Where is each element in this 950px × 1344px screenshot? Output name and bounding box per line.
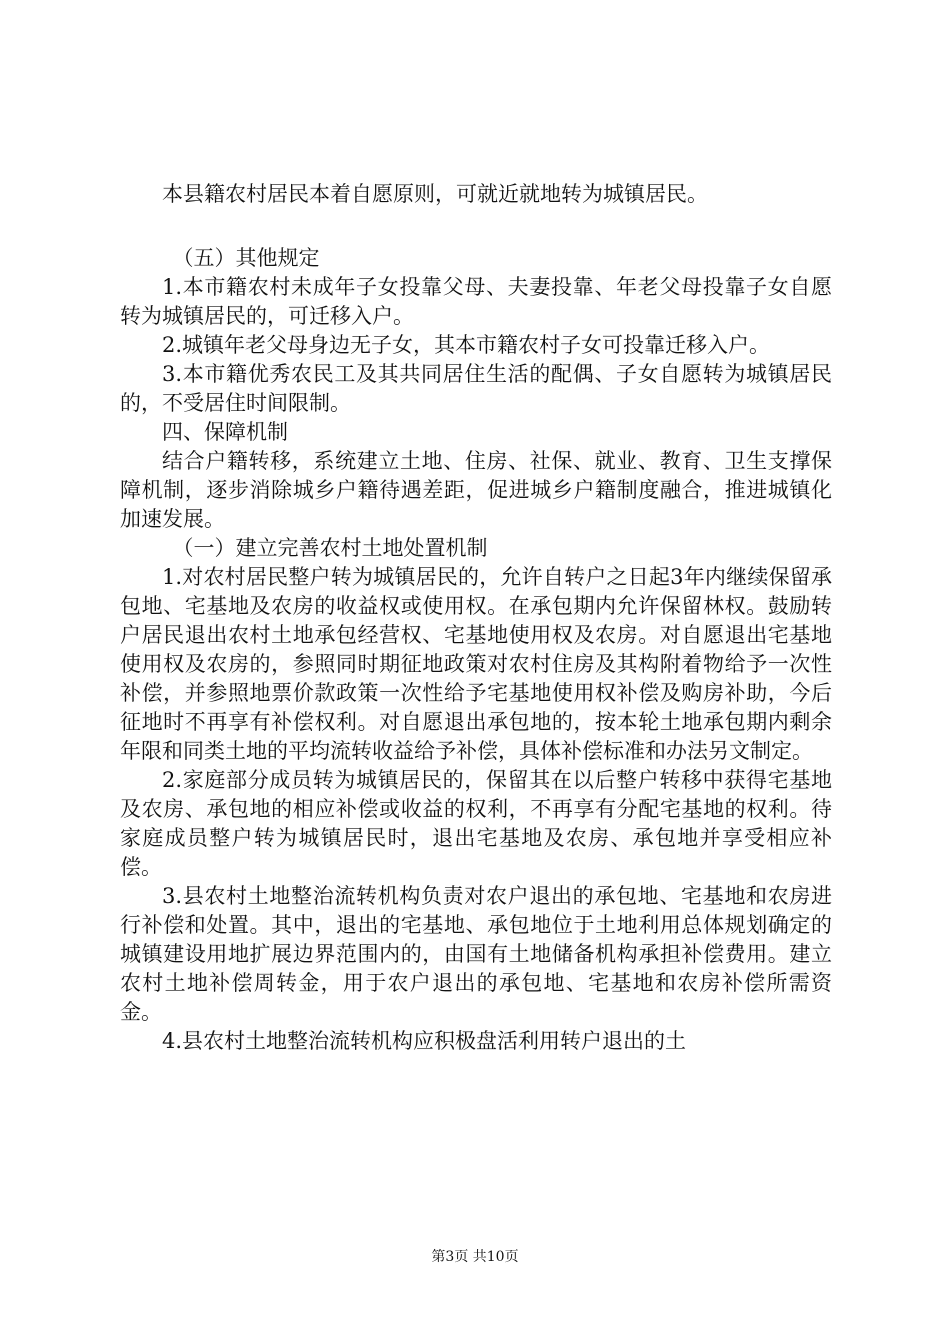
paragraph-item-2: 2.城镇年老父母身边无子女，其本市籍农村子女可投靠迁移入户。	[162, 333, 771, 357]
paragraph-intro: 本县籍农村居民本着自愿原则，可就近就地转为城镇居民。	[162, 182, 708, 206]
paragraph-land-item-3: 3.县农村土地整治流转机构负责对农户退出的承包地、宅基地和农房进行补偿和处置。其中，退出的宅基地、承包地位于土地利用总体规划确定的城镇建设用地扩展边界范围内的，由国有土地储备机构承担补偿费用。建立农村土地补偿周转金，用于农户退出的承包地、宅基地和农房补偿所需资金。	[120, 884, 832, 1024]
paragraph-item-3: 3.本市籍优秀农民工及其共同居住生活的配偶、子女自愿转为城镇居民的，不受居住时间限制。	[120, 362, 832, 415]
paragraph-land-item-1: 1.对农村居民整户转为城镇居民的，允许自转户之日起3年内继续保留承包地、宅基地及农房的收益权或使用权。在承包期内允许保留林权。鼓励转户居民退出农村土地承包经营权、宅基地使用权及农房。对自愿退出宅基地使用权及农房的，参照同时期征地政策对农村住房及其构附着物给予一次性补偿，并参照地票价款政策一次性给予宅基地使用权补偿及购房补助，今后征地时不再享有补偿权利。对自愿退出承包地的，按本轮土地承包期内剩余年限和同类土地的平均流转收益给予补偿，具体补偿标准和办法另文制定。	[120, 565, 832, 763]
section-heading-other-provisions: （五）其他规定	[172, 246, 320, 270]
paragraph-item-1: 1.本市籍农村未成年子女投靠父母、夫妻投靠、年老父母投靠子女自愿转为城镇居民的，可迁移入户。	[120, 275, 832, 328]
paragraph-guarantee-summary: 结合户籍转移，系统建立土地、住房、社保、就业、教育、卫生支撑保障机制，逐步消除城乡户籍待遇差距，促进城乡户籍制度融合，推进城镇化加速发展。	[120, 449, 832, 531]
document-body	[120, 172, 832, 1056]
section-heading-guarantee-mechanism: 四、保障机制	[162, 420, 288, 444]
section-heading-land-disposal: （一）建立完善农村土地处置机制	[172, 536, 488, 560]
page-footer: 第3页 共10页	[431, 1249, 519, 1265]
paragraph-land-item-4: 4.县农村土地整治流转机构应积极盘活利用转户退出的土	[162, 1029, 687, 1053]
paragraph-land-item-2: 2.家庭部分成员转为城镇居民的，保留其在以后整户转移中获得宅基地及农房、承包地的相应补偿或收益的权利，不再享有分配宅基地的权利。待家庭成员整户转为城镇居民时，退出宅基地及农房、承包地并享受相应补偿。	[120, 768, 832, 879]
